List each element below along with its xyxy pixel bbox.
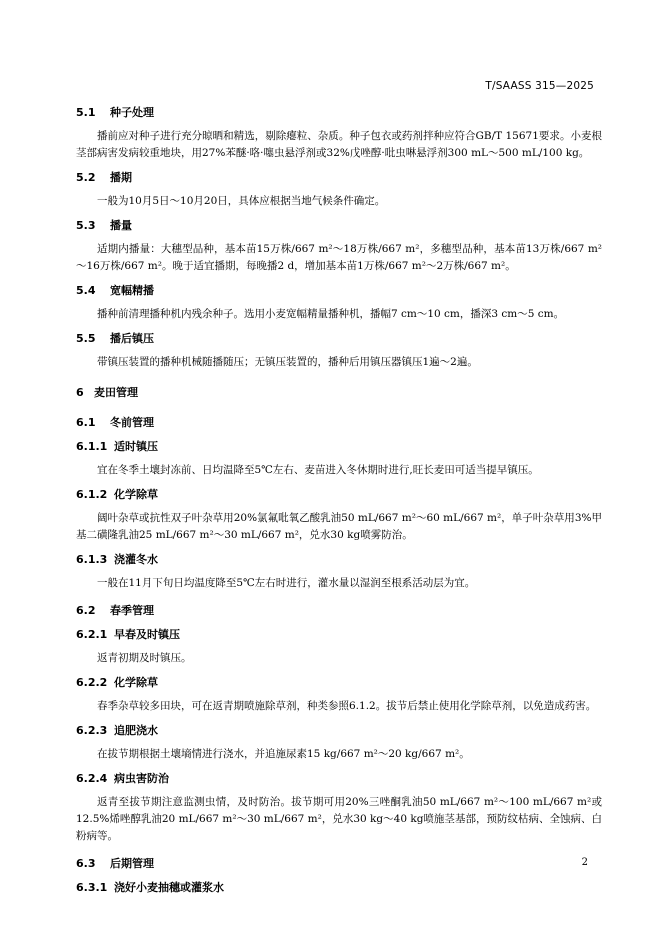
paragraph-5-5: 带镇压装置的播种机械随播随压；无镇压装置的，播种后用镇压器镇压1遍～2遍。 xyxy=(97,356,478,368)
heading-6-3-1 xyxy=(76,879,602,896)
heading-title: 化学除草 xyxy=(114,488,158,501)
heading-title: 浇灌冬水 xyxy=(114,553,158,566)
heading-number: 6.2.1 xyxy=(76,628,108,641)
paragraph-5-3: 适期内播量：大穗型品种，基本苗15万株/667 m²～18万株/667 m²，多穗型品种，基本苗13万株/667 m²～16万株/667 m²。晚于适宜播期，每晚播2 d，增加基本苗1万株/667 m²～2万株/667 m²。 xyxy=(76,243,602,272)
paragraph-6-2-2: 春季杂草较多田块，可在返青期喷施除草剂，种类参照6.1.2。拔节后禁止使用化学除草剂，以免造成药害。 xyxy=(97,700,597,712)
heading-number: 5.2 xyxy=(76,171,96,184)
heading-number: 6.3.1 xyxy=(76,881,108,894)
heading-title: 化学除草 xyxy=(114,676,158,689)
heading-number: 6.2 xyxy=(76,604,96,617)
heading-number: 5.5 xyxy=(76,332,96,345)
paragraph-5-2: 一般为10月5日～10月20日，具体应根据当地气候条件确定。 xyxy=(97,195,386,207)
heading-title: 春季管理 xyxy=(110,604,154,617)
heading-title: 播期 xyxy=(110,171,132,184)
heading-6-1-3 xyxy=(76,551,602,568)
heading-5-2 xyxy=(76,169,602,186)
heading-number: 6.3 xyxy=(76,857,96,870)
heading-number: 5.1 xyxy=(76,106,96,119)
heading-title: 冬前管理 xyxy=(110,416,154,429)
paragraph-6-1-1: 宜在冬季土壤封冻前、日均温降至5℃左右、麦苗进入冬休期时进行,旺长麦田可适当提早镇压。 xyxy=(97,464,539,476)
heading-title: 追肥浇水 xyxy=(114,724,158,737)
heading-title: 后期管理 xyxy=(110,857,154,870)
heading-number: 6.2.2 xyxy=(76,676,108,689)
heading-number: 6.1.3 xyxy=(76,553,108,566)
heading-title: 适时镇压 xyxy=(114,440,158,453)
heading-number: 6.1.1 xyxy=(76,440,108,453)
heading-title: 病虫害防治 xyxy=(114,772,169,785)
heading-number: 6.2.4 xyxy=(76,772,108,785)
heading-6 xyxy=(76,384,602,401)
heading-5-3 xyxy=(76,217,602,234)
heading-number: 6.1.2 xyxy=(76,488,108,501)
paragraph-6-2-1: 返青初期及时镇压。 xyxy=(97,652,192,664)
heading-title: 种子处理 xyxy=(110,106,154,119)
heading-5-5 xyxy=(76,330,602,347)
paragraph-6-1-3: 一般在11月下旬日均温度降至5℃左右时进行，灌水量以湿润至根系活动层为宜。 xyxy=(97,577,476,589)
paragraph-6-2-4: 返青至拔节期注意监测虫情，及时防治。拔节期可用20%三唑酮乳油50 mL/667 m²～100 mL/667 m²或12.5%烯唑醇乳油20 mL/667 m²～30 mL/667 m²，兑水30 kg～40 kg喷施茎基部，预防纹枯病、全蚀病、白粉病等。 xyxy=(76,796,602,842)
heading-number: 6.2.3 xyxy=(76,724,108,737)
heading-6-2 xyxy=(76,602,602,619)
heading-number: 6 xyxy=(76,386,84,399)
heading-number: 5.3 xyxy=(76,219,96,232)
heading-6-2-3 xyxy=(76,722,602,739)
heading-title: 浇好小麦抽穗或灌浆水 xyxy=(114,881,224,894)
paragraph-5-4: 播种前清理播种机内残余种子。选用小麦宽幅精量播种机，播幅7 cm～10 cm，播深3 cm～5 cm。 xyxy=(97,308,565,320)
document-code: T/SAASS 315—2025 xyxy=(485,80,594,92)
heading-6-3 xyxy=(76,855,602,872)
heading-6-1-1 xyxy=(76,438,602,455)
document-body xyxy=(76,104,602,896)
paragraph-6-2-3: 在拔节期根据土壤墒情进行浇水，并追施尿素15 kg/667 m²～20 kg/667 m²。 xyxy=(97,748,470,760)
heading-number: 5.4 xyxy=(76,284,96,297)
heading-6-2-1 xyxy=(76,626,602,643)
paragraph-6-1-2: 阔叶杂草或抗性双子叶杂草用20%氯氟吡氧乙酸乳油50 mL/667 m²～60 mL/667 m²，单子叶杂草用3%甲基二磺隆乳油25 mL/667 m²～30 mL/667 m²，兑水30 kg喷雾防治。 xyxy=(76,512,602,541)
heading-title: 播后镇压 xyxy=(110,332,154,345)
page-number: 2 xyxy=(581,857,588,868)
heading-6-2-4 xyxy=(76,770,602,787)
heading-number: 6.1 xyxy=(76,416,96,429)
heading-5-4 xyxy=(76,282,602,299)
heading-title: 播量 xyxy=(110,219,132,232)
heading-6-1-2 xyxy=(76,486,602,503)
paragraph-5-1: 播前应对种子进行充分晾晒和精选，剔除瘪粒、杂质。种子包衣或药剂拌种应符合GB/T 15671要求。小麦根茎部病害发病较重地块，用27%苯醚·咯·噻虫悬浮剂或32%戊唑醇·吡虫啉悬浮剂300 mL～500 mL/100 kg。 xyxy=(76,130,602,159)
heading-title: 早春及时镇压 xyxy=(114,628,180,641)
heading-5-1 xyxy=(76,104,602,121)
heading-6-2-2 xyxy=(76,674,602,691)
heading-title: 麦田管理 xyxy=(94,386,138,399)
heading-title: 宽幅精播 xyxy=(110,284,154,297)
heading-6-1 xyxy=(76,414,602,431)
